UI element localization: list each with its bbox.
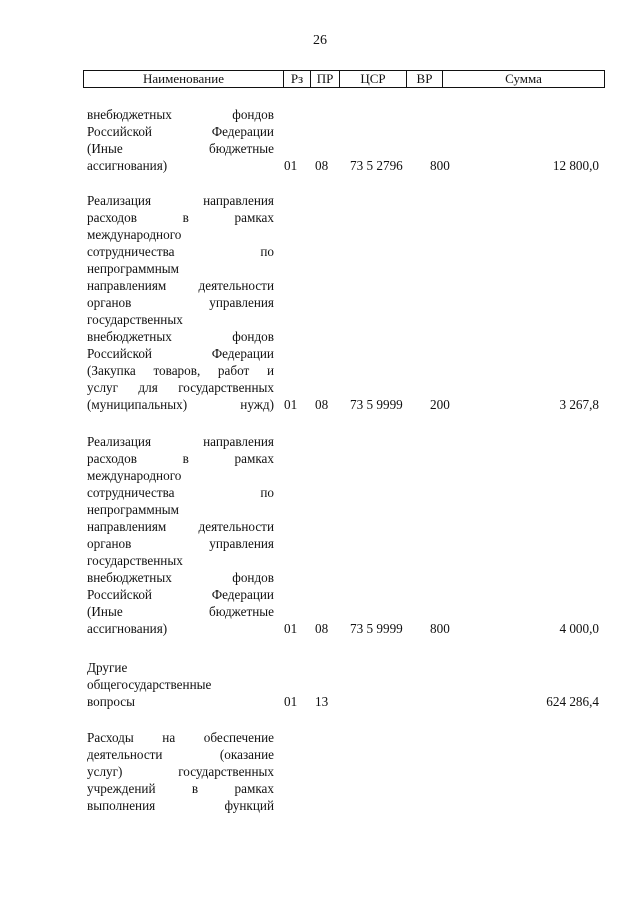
row-vr	[430, 797, 460, 814]
header-vr: ВР	[407, 71, 443, 87]
row-name-line: государственных	[87, 553, 183, 568]
row-pr: 13	[315, 694, 329, 709]
row-csr: 73 5 9999	[350, 397, 403, 412]
row-name-line: непрограммным	[87, 502, 179, 517]
row-name-line: сотрудничества по	[87, 485, 274, 500]
row-name-line: направлениям деятельности	[87, 519, 274, 534]
row-csr: 73 5 9999	[350, 621, 403, 636]
row-name-line: (Закупка товаров, работ и	[87, 363, 274, 378]
row-name-line: внебюджетных фондов	[87, 107, 274, 122]
row-name-line: услуг) государственных	[87, 764, 274, 779]
row-name-line: ассигнования)	[87, 621, 168, 636]
row-name-line: органов управления	[87, 536, 274, 551]
row-vr: 800	[430, 621, 450, 636]
row-csr	[350, 797, 420, 814]
row-sum: 4 000,0	[559, 621, 599, 636]
row-name-line: общегосударственные	[87, 677, 212, 692]
row-rz: 01	[284, 621, 298, 636]
row-name-line: Реализация направления	[87, 434, 274, 449]
row-name-line: Реализация направления	[87, 193, 274, 208]
row-name-line: ассигнования)	[87, 158, 168, 173]
row-pr	[315, 797, 335, 814]
header-name: Наименование	[84, 71, 284, 87]
row-name-line: международного	[87, 468, 182, 483]
header-sum: Сумма	[505, 71, 542, 86]
row-sum	[480, 797, 599, 814]
row-name-line: Другие	[87, 660, 128, 675]
row-sum: 3 267,8	[559, 397, 599, 412]
row-rz: 01	[284, 158, 298, 173]
row-name-line: внебюджетных фондов	[87, 570, 274, 585]
row-vr	[430, 693, 460, 710]
row-name-line: выполнения функций	[87, 798, 274, 813]
row-vr: 200	[430, 397, 450, 412]
row-name	[87, 106, 274, 174]
row-name-line: (Иные бюджетные	[87, 141, 274, 156]
row-pr: 08	[315, 397, 329, 412]
row-name-line: направлениям деятельности	[87, 278, 274, 293]
row-sum: 12 800,0	[552, 158, 599, 173]
row-rz	[284, 797, 302, 814]
row-name	[87, 192, 274, 413]
row-rz: 01	[284, 694, 298, 709]
row-csr	[350, 693, 420, 710]
row-name-line: учреждений в рамках	[87, 781, 274, 796]
row-name-line: международного	[87, 227, 182, 242]
row-name-line: Российской Федерации	[87, 346, 274, 361]
row-name	[87, 729, 274, 814]
row-name-line: расходов в рамках	[87, 210, 274, 225]
row-csr: 73 5 2796	[350, 158, 403, 173]
row-vr: 800	[430, 158, 450, 173]
row-name-line: деятельности (оказание	[87, 747, 274, 762]
row-name-line: органов управления	[87, 295, 274, 310]
row-name-line: (Иные бюджетные	[87, 604, 274, 619]
row-pr: 08	[315, 621, 329, 636]
row-name-line: Расходы на обеспечение	[87, 730, 274, 745]
row-sum: 624 286,4	[546, 694, 599, 709]
header-pr: ПР	[311, 71, 340, 87]
row-pr: 08	[315, 158, 329, 173]
row-rz: 01	[284, 397, 298, 412]
row-name	[87, 659, 274, 710]
row-name-line: (муниципальных) нужд)	[87, 397, 274, 412]
row-name-line: непрограммным	[87, 261, 179, 276]
row-name-line: расходов в рамках	[87, 451, 274, 466]
header-csr: ЦСР	[340, 71, 407, 87]
row-name-line: Российской Федерации	[87, 587, 274, 602]
row-name-line: Российской Федерации	[87, 124, 274, 139]
row-name-line: внебюджетных фондов	[87, 329, 274, 344]
page-number: 26	[313, 33, 327, 48]
row-name-line: государственных	[87, 312, 183, 327]
header-rz: Рз	[284, 71, 311, 87]
row-name	[87, 433, 274, 637]
row-name-line: услуг для государственных	[87, 380, 274, 395]
row-name-line: вопросы	[87, 694, 136, 709]
row-name-line: сотрудничества по	[87, 244, 274, 259]
